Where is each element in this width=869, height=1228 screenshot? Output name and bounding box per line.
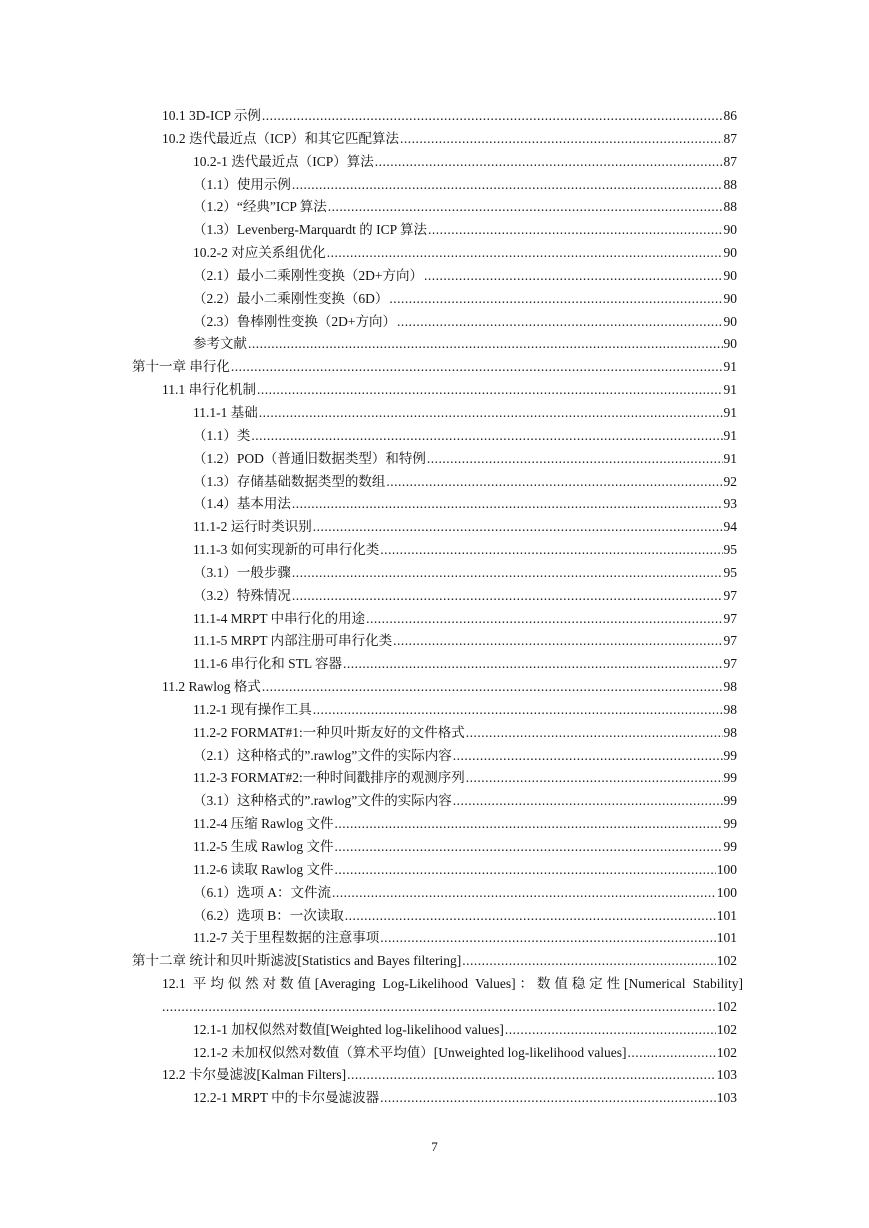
toc-entry-title: 11.2-2 FORMAT#1:一种贝叶斯友好的文件格式 [193, 724, 465, 740]
toc-entry-title: 11.2-6 读取 Rawlog 文件 [193, 861, 334, 877]
toc-entry-title: 11.2-1 现有操作工具 [193, 701, 312, 717]
toc-entry-page: 102 [716, 953, 737, 969]
toc-entry-page: 98 [723, 724, 737, 740]
toc-entry-page: 102 [716, 1021, 737, 1037]
toc-entry-page: 91 [723, 450, 737, 466]
toc-entry-line [193, 425, 737, 448]
toc-entry-title: （6.2）选项 B：一次读取 [193, 907, 344, 923]
toc-entry-title: （2.1）这种格式的”.rawlog”文件的实际内容 [193, 747, 452, 763]
toc-entry-page: 101 [716, 907, 737, 923]
toc-entry-line [193, 927, 737, 950]
toc-entry-page: 95 [723, 564, 737, 580]
dot-leader [292, 562, 723, 585]
toc-entry-title: 12.1 平均似然对数值[Averaging Log-Likelihood Values]：数值稳定性[Numerical Stability] [162, 976, 743, 992]
toc-entry-title: 12.2 卡尔曼滤波[Kalman Filters] [162, 1067, 347, 1083]
toc-entry[interactable] [0, 196, 869, 219]
toc-entry[interactable] [0, 950, 869, 973]
toc-entry-page: 98 [723, 679, 737, 695]
dot-leader [313, 516, 723, 539]
toc-entry-page: 86 [723, 108, 737, 123]
toc-entry-title: （3.2）特殊情况 [193, 587, 291, 603]
toc-entry[interactable] [0, 1019, 869, 1042]
toc-entry-line [193, 585, 737, 608]
toc-entry-title: 11.1-2 运行时类识别 [193, 519, 312, 535]
toc-entry-line [193, 722, 737, 745]
toc-entry[interactable] [0, 813, 869, 836]
toc-entry-line [193, 288, 737, 311]
toc-entry-title: 11.1-4 MRPT 中串行化的用途 [193, 610, 366, 626]
toc-entry-page: 100 [716, 884, 737, 900]
toc-entry[interactable] [0, 699, 869, 722]
toc-entry-line [193, 471, 737, 494]
toc-entry-title: 第十二章 统计和贝叶斯滤波[Statistics and Bayes filtering] [132, 953, 462, 969]
toc-entry[interactable] [0, 1087, 869, 1110]
dot-leader [328, 196, 723, 219]
page-number: 7 [431, 1139, 438, 1154]
toc-entry[interactable] [0, 745, 869, 768]
toc-entry-page: 97 [723, 633, 737, 649]
dot-leader [292, 174, 723, 197]
toc-entry-page: 97 [723, 587, 737, 603]
toc-entry[interactable] [0, 608, 869, 631]
toc-entry-line [193, 265, 737, 288]
toc-entry[interactable] [0, 242, 869, 265]
toc-entry-line [193, 402, 737, 425]
toc-entry-title: （3.1）这种格式的”.rawlog”文件的实际内容 [193, 793, 452, 809]
dot-leader [424, 265, 723, 288]
toc-entry-page: 91 [723, 404, 737, 420]
toc-entry-line [193, 448, 737, 471]
toc-entry-page: 91 [723, 359, 737, 375]
toc-entry-page: 90 [723, 267, 737, 283]
toc-entry-line [193, 493, 737, 516]
dot-leader [380, 539, 722, 562]
toc-entry-page: 90 [723, 313, 737, 329]
dot-leader [292, 585, 723, 608]
toc-entry-page: 94 [723, 519, 737, 535]
toc-entry[interactable] [0, 151, 869, 174]
toc-entry-line [193, 608, 737, 631]
toc-entry-line [193, 745, 737, 768]
toc-entry[interactable] [0, 425, 869, 448]
toc-entry-title: 12.1-1 加权似然对数值[Weighted log-likelihood values] [193, 1021, 504, 1037]
toc-entry[interactable] [0, 128, 869, 151]
dot-leader [386, 471, 722, 494]
toc-entry[interactable] [0, 1064, 869, 1087]
toc-entry[interactable] [0, 379, 869, 402]
toc-entry-line [162, 379, 737, 402]
dot-leader [335, 813, 723, 836]
dot-leader [327, 242, 723, 265]
toc-entry-line [193, 699, 737, 722]
toc-entry-page: 95 [723, 542, 737, 558]
toc-entry-page: 88 [723, 199, 737, 215]
dot-leader [251, 425, 722, 448]
dot-leader [427, 448, 723, 471]
toc-entry-title: 12.2-1 MRPT 中的卡尔曼滤波器 [193, 1090, 380, 1106]
toc-entry[interactable] [0, 493, 869, 516]
toc-entry-page: 99 [723, 816, 737, 832]
toc-entry-line [162, 105, 737, 128]
toc-entry-line [193, 653, 737, 676]
toc-entry-line [193, 1042, 737, 1065]
toc-entry-title: 11.1-6 串行化和 STL 容器 [193, 656, 342, 672]
toc-entry-title: （1.4）基本用法 [193, 496, 291, 512]
toc-entry-line [193, 516, 737, 539]
toc-entry-line [193, 790, 737, 813]
dot-leader [345, 905, 716, 928]
toc-entry-title: （3.1）一般步骤 [193, 564, 291, 580]
toc-entry-title: 11.2-4 压缩 Rawlog 文件 [193, 816, 334, 832]
dot-leader [262, 676, 723, 699]
toc-entry-title: （2.1）最小二乘刚性变换（2D+方向） [193, 267, 423, 283]
toc-entry-page: 103 [716, 1067, 737, 1083]
toc-entry[interactable] [0, 174, 869, 197]
toc-entry[interactable] [0, 471, 869, 494]
toc-entry-page: 98 [723, 701, 737, 717]
toc-entry-title: （2.3）鲁棒刚性变换（2D+方向） [193, 313, 396, 329]
toc-entry[interactable] [0, 630, 869, 653]
dot-leader [453, 745, 723, 768]
toc-entry-wrapped[interactable] [0, 973, 869, 996]
toc-entry-line [193, 151, 737, 174]
toc-entry-title: 11.2-7 关于里程数据的注意事项 [193, 930, 380, 946]
toc-entry-line [193, 836, 737, 859]
dot-leader [627, 1042, 715, 1065]
toc-entry-title: （1.1）使用示例 [193, 176, 291, 192]
toc-entry[interactable] [0, 219, 869, 242]
toc-entry-page: 99 [723, 793, 737, 809]
toc-entry[interactable] [0, 927, 869, 950]
toc-entry-page: 92 [723, 473, 737, 489]
toc-entry[interactable] [0, 585, 869, 608]
toc-entry-page: 100 [716, 861, 737, 877]
toc-entry-page: 99 [723, 747, 737, 763]
toc-entry-page: 90 [723, 290, 737, 306]
dot-leader [262, 105, 723, 128]
toc-entry-line [162, 128, 737, 151]
toc-entry-line [193, 219, 737, 242]
toc-entry-title: 11.2-3 FORMAT#2:一种时间戳排序的观测序列 [193, 770, 465, 786]
dot-leader [380, 927, 716, 950]
toc-entry-title: 11.2 Rawlog 格式 [162, 679, 261, 695]
toc-entry[interactable] [0, 402, 869, 425]
toc-entry-line [132, 356, 737, 379]
toc-entry-line [193, 242, 737, 265]
toc-entry[interactable] [0, 1042, 869, 1065]
toc-entry-title: （1.2）“经典”ICP 算法 [193, 199, 327, 215]
toc-entry-page: 99 [723, 770, 737, 786]
toc-entry-line [193, 767, 737, 790]
toc-entry-page: 90 [723, 245, 737, 261]
dot-leader [375, 151, 723, 174]
toc-entry-line [193, 1087, 737, 1110]
toc-entry-title: 11.1-5 MRPT 内部注册可串行化类 [193, 633, 393, 649]
toc-entry-title: 11.1-1 基础 [193, 404, 258, 420]
dot-leader [248, 333, 723, 356]
toc-entry-line [193, 539, 737, 562]
toc-entry-title: （1.2）POD（普通旧数据类型）和特例 [193, 450, 426, 466]
toc-entry-title: （6.1）选项 A：文件流 [193, 884, 331, 900]
toc-entry-title: 10.2-2 对应关系组优化 [193, 245, 326, 261]
toc-entry-page: 90 [723, 222, 737, 238]
dot-leader [400, 128, 722, 151]
dot-leader [313, 699, 723, 722]
toc-entry[interactable] [0, 333, 869, 356]
toc-entry-title: （1.3）存储基础数据类型的数组 [193, 473, 386, 489]
dot-leader [397, 311, 723, 334]
dot-leader [292, 493, 723, 516]
toc-entry[interactable] [0, 105, 869, 128]
toc-entry-line [193, 562, 737, 585]
toc-entry-title: 10.2-1 迭代最近点（ICP）算法 [193, 153, 374, 169]
toc-entry[interactable] [0, 790, 869, 813]
toc-entry[interactable] [0, 836, 869, 859]
toc-entry-wrapped-continuation[interactable] [0, 996, 869, 1019]
toc-entry[interactable] [0, 516, 869, 539]
toc-entry-line [132, 950, 737, 973]
toc-entry-title: 12.1-2 未加权似然对数值（算术平均值）[Unweighted log-likelihood values] [193, 1044, 627, 1060]
toc-entry-title: 10.2 迭代最近点（ICP）和其它匹配算法 [162, 130, 400, 146]
toc-entry-line [193, 174, 737, 197]
toc-entry-line [193, 882, 737, 905]
dot-leader [343, 653, 723, 676]
toc-entry-title: 11.2-5 生成 Rawlog 文件 [193, 839, 334, 854]
toc-entry[interactable] [0, 311, 869, 334]
dot-leader [335, 859, 716, 882]
toc-entry-line [193, 905, 737, 928]
toc-entry[interactable] [0, 265, 869, 288]
toc-entry-line [193, 333, 737, 356]
toc-entry-page: 102 [716, 998, 737, 1014]
toc-entry-page: 88 [723, 176, 737, 192]
toc-entry-page: 97 [723, 610, 737, 626]
toc-entry[interactable] [0, 539, 869, 562]
toc-entry-page: 102 [716, 1044, 737, 1060]
dot-leader [453, 790, 723, 813]
toc-entry[interactable] [0, 722, 869, 745]
dot-leader [505, 1019, 716, 1042]
toc-entry-line [193, 311, 737, 334]
toc-entry-title: 11.1 串行化机制 [162, 382, 256, 398]
toc-entry[interactable] [0, 288, 869, 311]
dot-leader [428, 219, 723, 242]
toc-entry-page: 99 [723, 839, 737, 854]
toc-entry-page: 91 [723, 382, 737, 398]
toc-entry-line [193, 1019, 737, 1042]
dot-leader [366, 608, 722, 631]
toc-entry[interactable] [0, 859, 869, 882]
toc-entry-line [193, 196, 737, 219]
toc-entry-line [162, 996, 737, 1019]
dot-leader [162, 996, 716, 1019]
toc-entry[interactable] [0, 562, 869, 585]
toc-entry[interactable] [0, 448, 869, 471]
dot-leader [393, 630, 722, 653]
dot-leader [466, 722, 723, 745]
dot-leader [257, 379, 723, 402]
toc-entry-page: 101 [716, 930, 737, 946]
toc-entry-title: 11.1-3 如何实现新的可串行化类 [193, 542, 380, 558]
toc-entry[interactable] [0, 882, 869, 905]
toc-entry-line [193, 859, 737, 882]
toc-entry-line [193, 813, 737, 836]
toc-entry[interactable] [0, 676, 869, 699]
toc-entry-page: 87 [723, 153, 737, 169]
dot-leader [380, 1087, 716, 1110]
toc-entry[interactable] [0, 356, 869, 379]
dot-leader [466, 767, 723, 790]
dot-leader [231, 356, 723, 379]
toc-entry[interactable] [0, 653, 869, 676]
dot-leader [332, 882, 716, 905]
toc-entry-title: （1.3）Levenberg-Marquardt 的 ICP 算法 [193, 222, 427, 238]
toc-entry-title: （1.1）类 [193, 427, 251, 443]
toc-entry-line [162, 1064, 737, 1087]
toc-entry[interactable] [0, 767, 869, 790]
dot-leader [347, 1064, 716, 1087]
toc-entry-line [193, 630, 737, 653]
toc-entry-page: 93 [723, 496, 737, 512]
toc-entry-page: 90 [723, 336, 737, 352]
toc-entry-line [162, 676, 737, 699]
toc-entry-page: 91 [723, 427, 737, 443]
dot-leader [389, 288, 722, 311]
toc-entry-page: 87 [723, 130, 737, 146]
toc-entry-title: 10.1 3D-ICP 示例 [162, 108, 261, 123]
dot-leader [335, 836, 723, 859]
dot-leader [259, 402, 723, 425]
toc-entry-title: （2.2）最小二乘刚性变换（6D） [193, 290, 389, 306]
toc-entry[interactable] [0, 905, 869, 928]
table-of-contents [0, 105, 869, 1110]
dot-leader [462, 950, 716, 973]
toc-entry-page: 97 [723, 656, 737, 672]
toc-entry-title: 参考文献 [193, 336, 247, 352]
toc-entry-title: 第十一章 串行化 [132, 359, 230, 375]
toc-entry-page: 103 [716, 1090, 737, 1106]
